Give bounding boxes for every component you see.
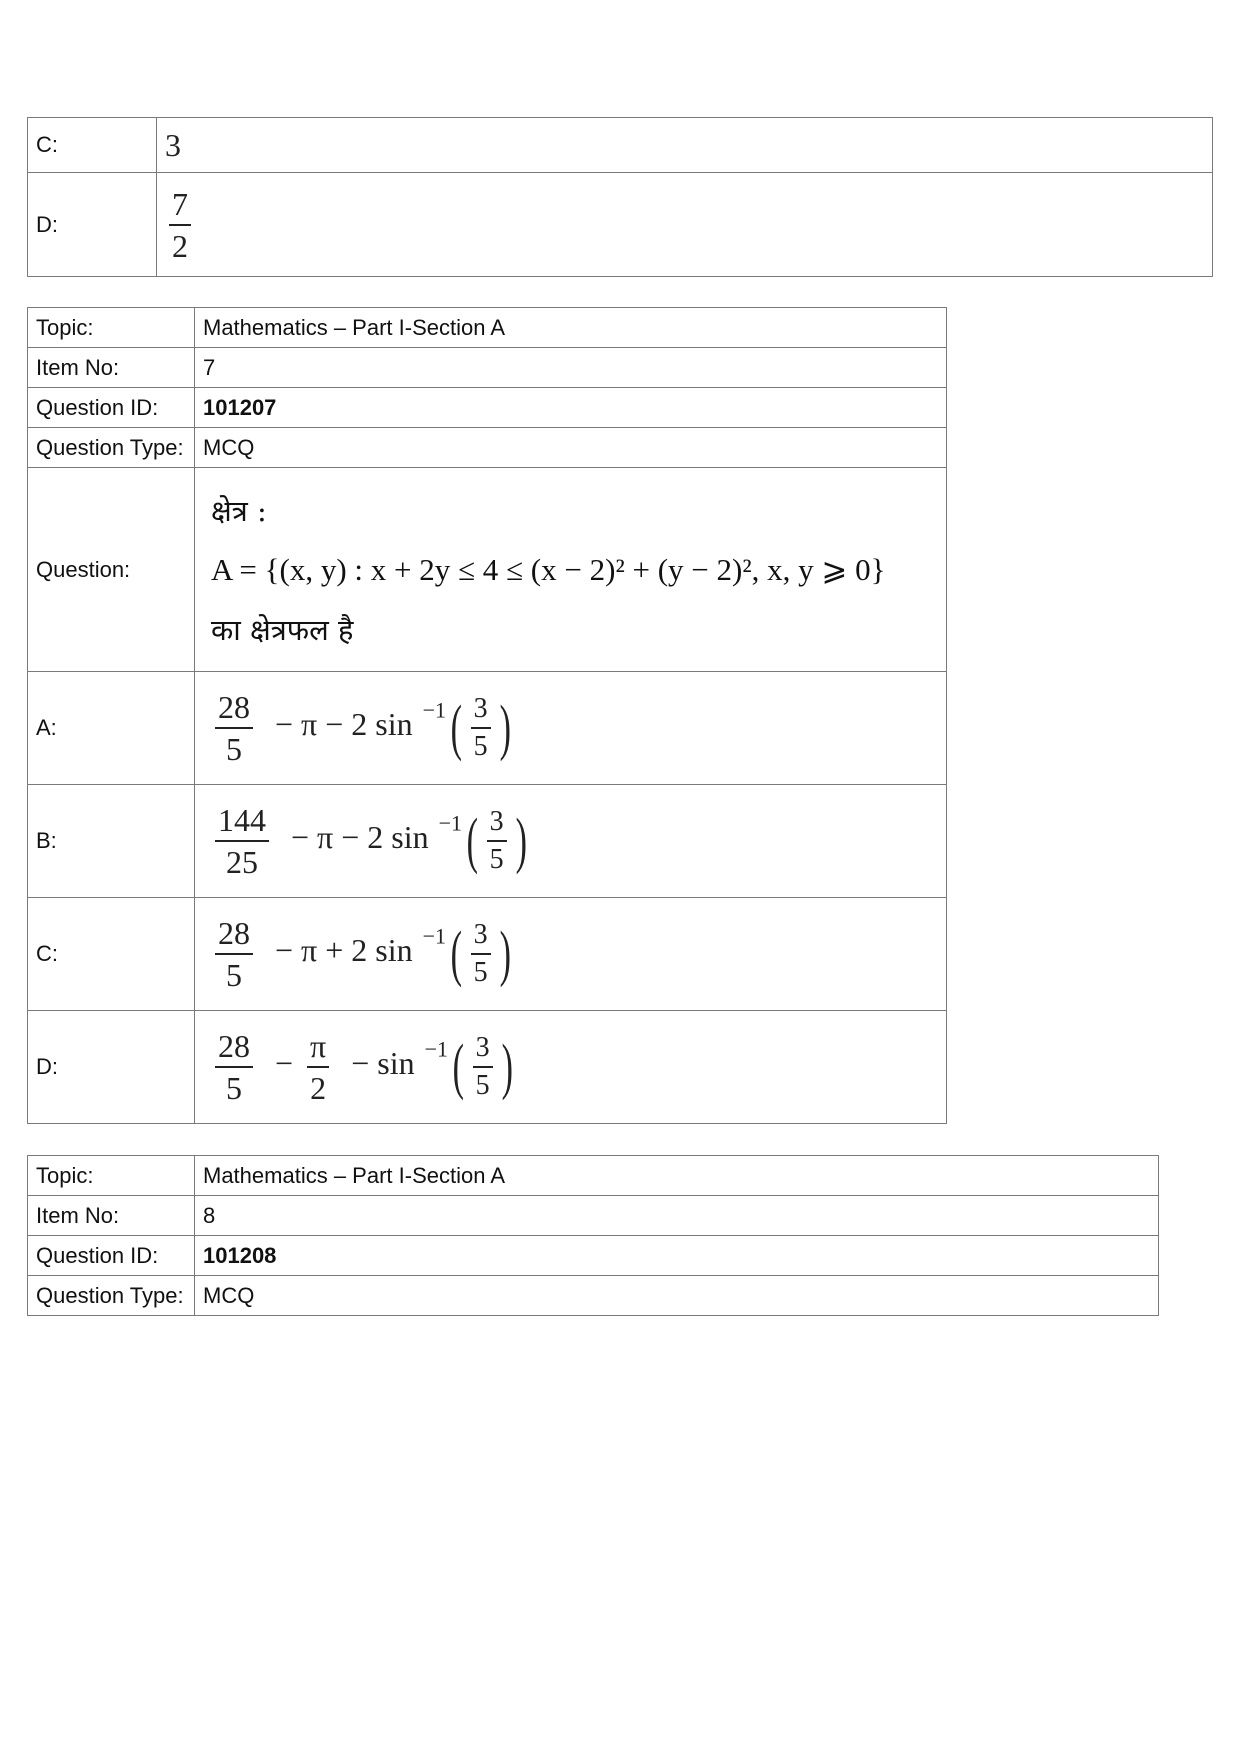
topic-label: Topic: (28, 1156, 195, 1196)
topic-label: Topic: (28, 308, 195, 348)
left-paren: ( (450, 694, 463, 762)
question-7-table (27, 307, 947, 1124)
fraction (471, 921, 491, 987)
question-type-value: MCQ (195, 1276, 1159, 1316)
question-id-label: Question ID: (28, 388, 195, 428)
option-row-c (28, 118, 1213, 173)
fraction (473, 1034, 493, 1100)
question-type-row (28, 1276, 1159, 1316)
item-value: 8 (195, 1196, 1159, 1236)
item-row (28, 348, 947, 388)
fraction-numerator: 3 (473, 1034, 493, 1068)
fraction (215, 917, 253, 991)
fraction-numerator: 28 (215, 691, 253, 729)
fraction-denominator: 2 (172, 227, 188, 264)
right-paren: ) (499, 920, 511, 988)
topic-row (28, 308, 947, 348)
option-row-d (28, 173, 1213, 277)
question-label: Question: (28, 468, 195, 672)
fraction-denominator: 5 (226, 731, 242, 767)
question-text-line: का क्षेत्रफल है (211, 612, 354, 647)
question-type-label: Question Type: (28, 1276, 195, 1316)
fraction-denominator: 5 (226, 1070, 242, 1106)
fraction-denominator: 5 (473, 957, 488, 988)
fraction (215, 691, 253, 765)
question-id-value: 101208 (195, 1236, 1159, 1276)
exponent: −1 (438, 810, 463, 836)
topic-value: Mathematics – Part I-Section A (195, 1156, 1159, 1196)
left-paren: ( (450, 920, 463, 988)
option-row-c (28, 898, 947, 1011)
question-id-row (28, 1236, 1159, 1276)
fraction-denominator: 25 (226, 844, 258, 880)
fraction (215, 1030, 253, 1104)
fraction-numerator: 144 (215, 804, 269, 842)
fraction-numerator: 28 (215, 1030, 253, 1068)
option-value (157, 173, 1213, 277)
question-type-label: Question Type: (28, 428, 195, 468)
expression-operator: − π − 2 sin (291, 819, 429, 856)
right-paren: ) (515, 807, 527, 875)
fraction-denominator: 5 (226, 957, 242, 993)
item-row (28, 1196, 1159, 1236)
right-paren: ) (501, 1033, 513, 1101)
expression-operator: − π + 2 sin (275, 932, 413, 969)
left-paren: ( (466, 807, 479, 875)
prev-options-table (27, 117, 1213, 277)
option-row-a (28, 672, 947, 785)
option-label: D: (28, 173, 157, 277)
topic-row (28, 1156, 1159, 1196)
option-label: B: (28, 785, 195, 898)
question-equation: A = {(x, y) : x + 2y ≤ 4 ≤ (x − 2)² + (y − 2)², x, y ⩾ 0} (211, 551, 886, 587)
fraction-numerator: π (307, 1030, 329, 1068)
topic-value: Mathematics – Part I-Section A (195, 308, 947, 348)
option-label: D: (28, 1011, 195, 1124)
question-id-value: 101207 (195, 388, 947, 428)
fraction-denominator: 2 (310, 1070, 327, 1106)
option-value (195, 672, 947, 785)
item-value: 7 (195, 348, 947, 388)
question-id-label: Question ID: (28, 1236, 195, 1276)
fraction-numerator: 3 (471, 695, 491, 729)
option-value (195, 785, 947, 898)
option-value (195, 1011, 947, 1124)
expression-operator: − sin (351, 1045, 415, 1082)
expression-operator: − (275, 1045, 294, 1082)
question-row (28, 468, 947, 672)
fraction (471, 695, 491, 761)
right-paren: ) (499, 694, 511, 762)
fraction (307, 1030, 329, 1104)
fraction-numerator: 3 (471, 921, 491, 955)
question-type-value: MCQ (195, 428, 947, 468)
fraction-denominator: 5 (473, 731, 488, 762)
question-8-table (27, 1155, 1159, 1316)
option-label: C: (28, 118, 157, 173)
question-text-line: क्षेत्र : (211, 493, 267, 528)
fraction-denominator: 5 (475, 1070, 490, 1101)
exponent: −1 (422, 697, 447, 723)
fraction-numerator: 7 (169, 188, 191, 226)
option-value (195, 898, 947, 1011)
option-label: A: (28, 672, 195, 785)
item-label: Item No: (28, 348, 195, 388)
question-id-row (28, 388, 947, 428)
fraction-numerator: 28 (215, 917, 253, 955)
option-row-b (28, 785, 947, 898)
option-value: 3 (157, 118, 1213, 173)
fraction (169, 185, 191, 264)
question-body (195, 468, 947, 672)
left-paren: ( (452, 1033, 465, 1101)
option-label: C: (28, 898, 195, 1011)
fraction (215, 804, 269, 878)
exponent: −1 (422, 923, 447, 949)
item-label: Item No: (28, 1196, 195, 1236)
fraction (487, 808, 507, 874)
expression-operator: − π − 2 sin (275, 706, 413, 743)
question-type-row (28, 428, 947, 468)
fraction-denominator: 5 (489, 844, 504, 875)
option-row-d (28, 1011, 947, 1124)
exponent: −1 (424, 1036, 449, 1062)
fraction-numerator: 3 (487, 808, 507, 842)
